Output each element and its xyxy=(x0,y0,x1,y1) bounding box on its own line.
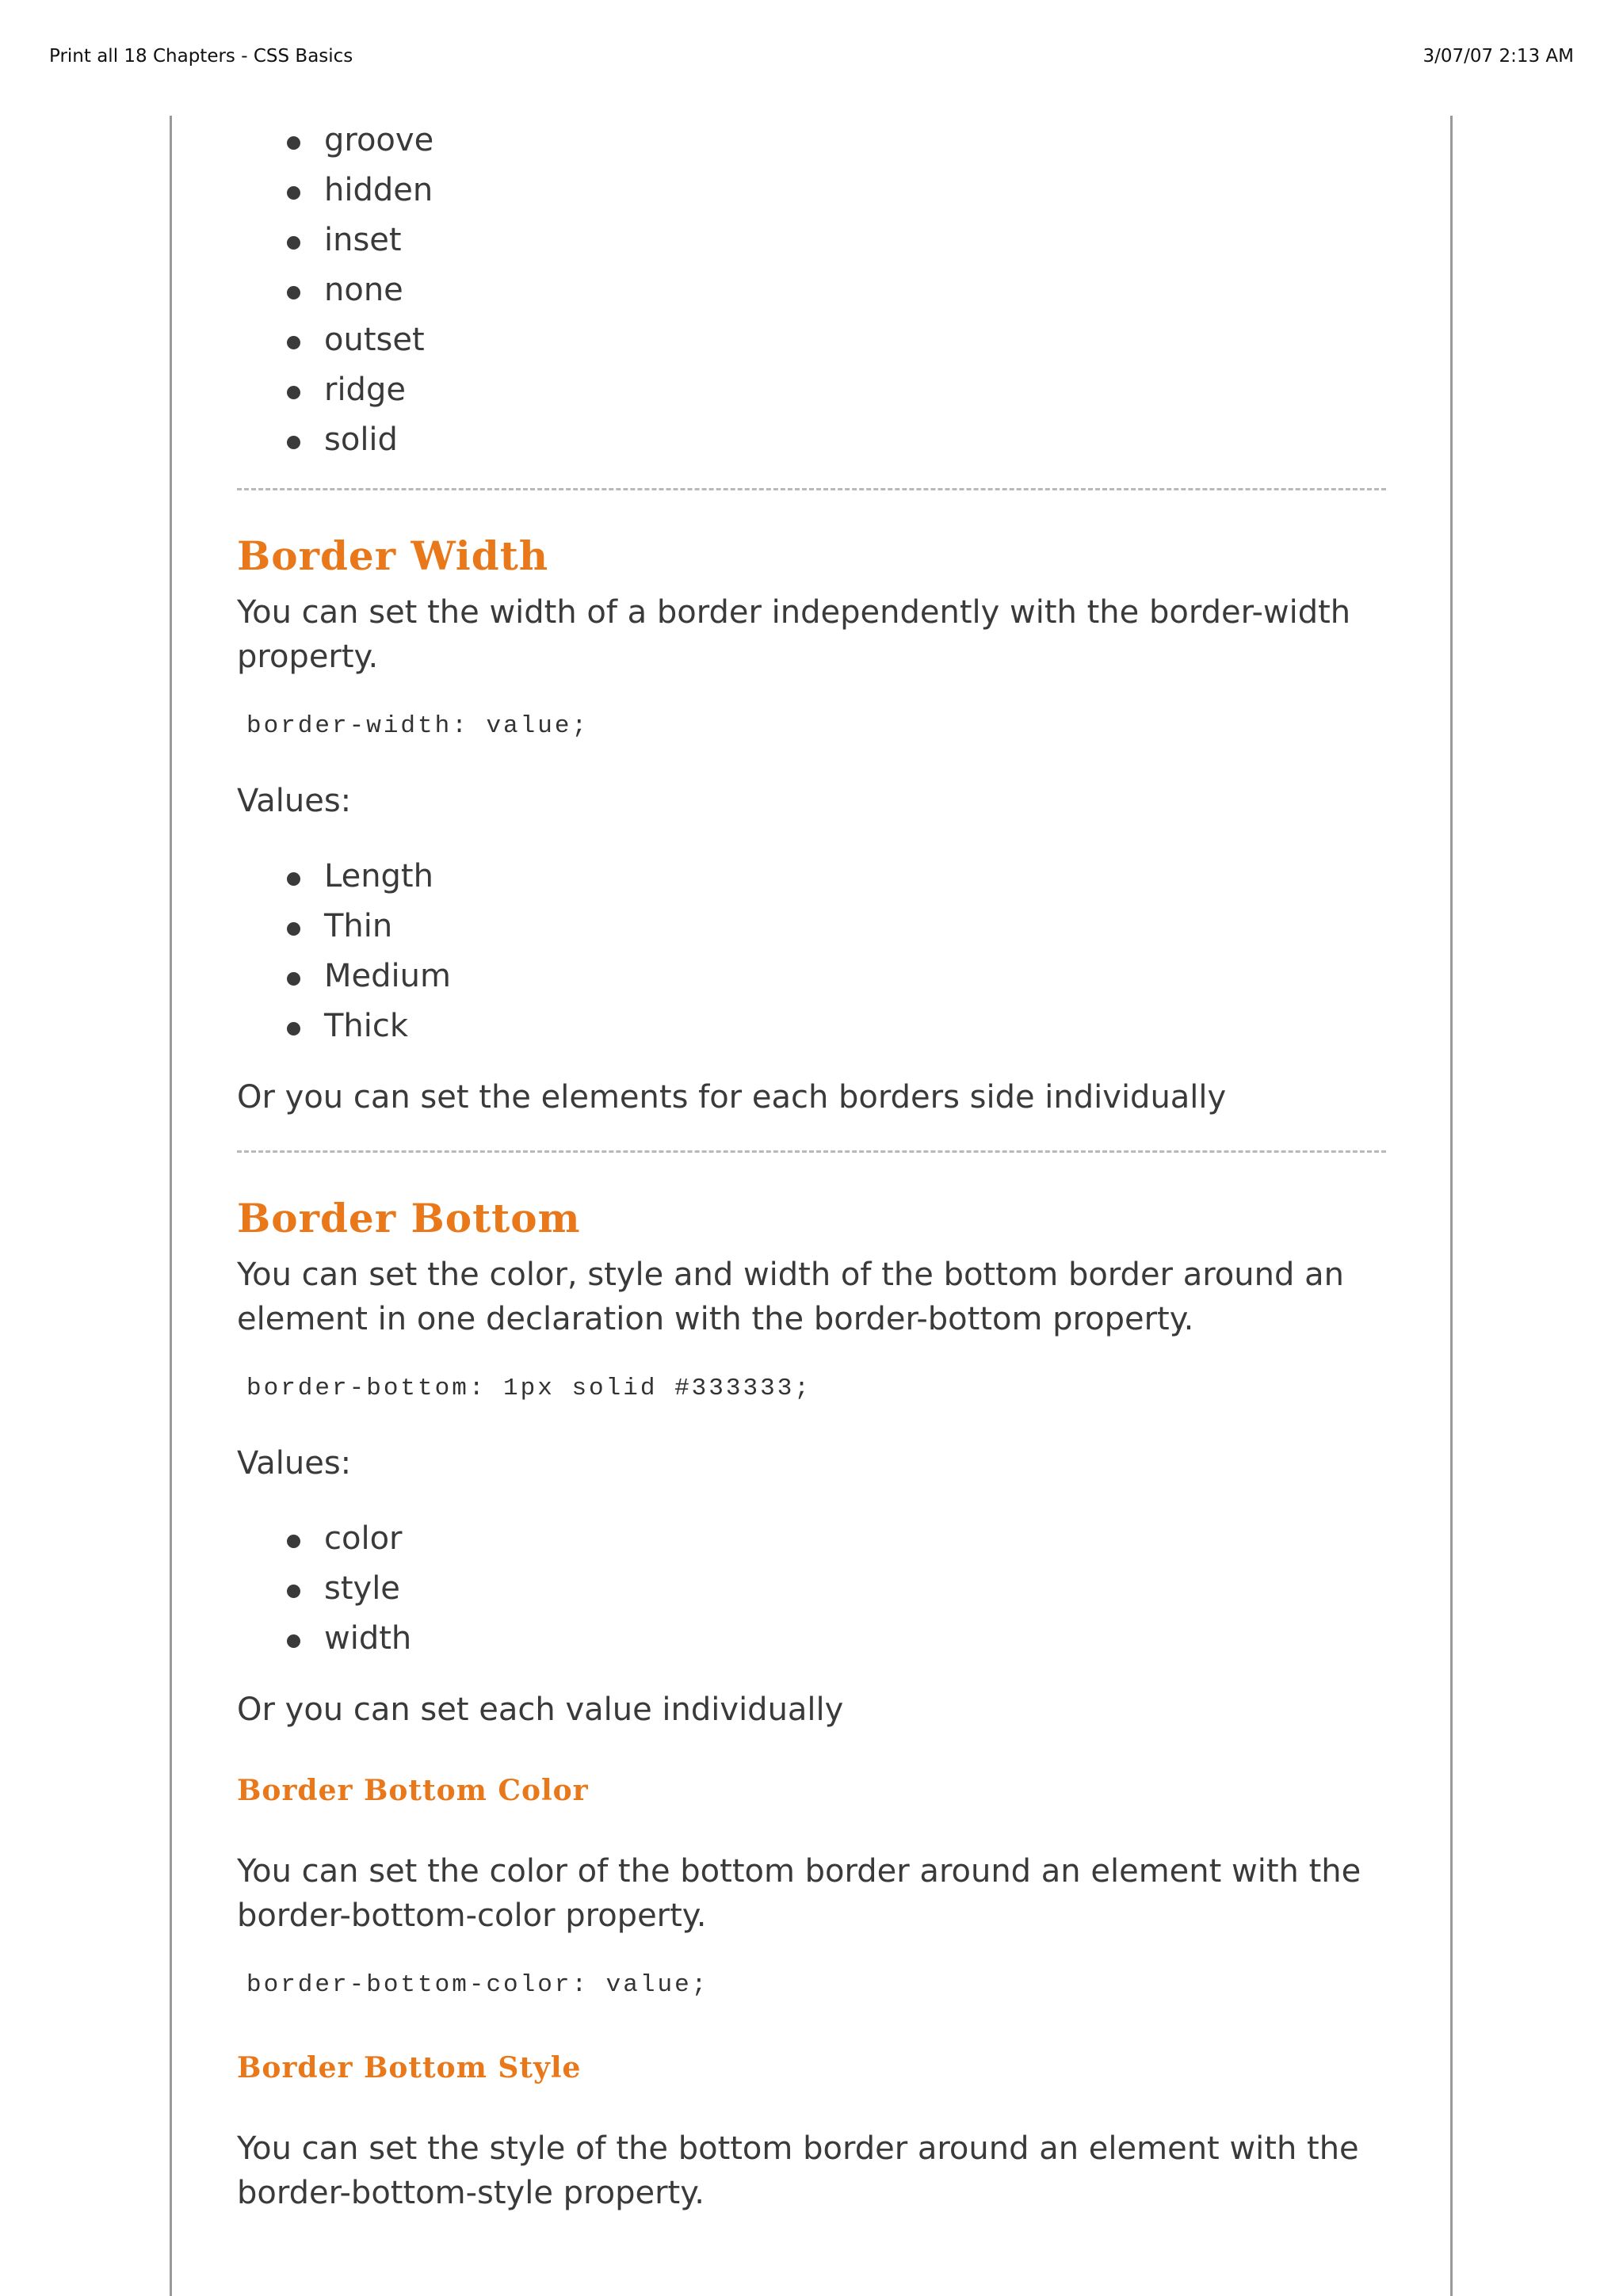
print-header xyxy=(49,46,1574,70)
list-item: width xyxy=(324,1614,1386,1664)
list-item: none xyxy=(324,265,1386,315)
border-bottom-style-intro: You can set the style of the bottom border around an element with the border-bottom-style property. xyxy=(237,2130,1359,2211)
list-item: style xyxy=(324,1564,1386,1614)
subsection-title-border-bottom-color: Border Bottom Color xyxy=(237,1774,589,1807)
list-item: Thick xyxy=(324,1001,1386,1051)
style-values-list xyxy=(237,116,1386,465)
border-bottom-intro: You can set the color, style and width of the bottom border around an element in one declaration with the border-bottom property. xyxy=(237,1257,1344,1337)
list-item: hidden xyxy=(324,166,1386,215)
section-divider xyxy=(237,1150,1386,1153)
border-width-outro: Or you can set the elements for each borders side individually xyxy=(237,1079,1227,1116)
inline-code-border-width: border-width xyxy=(1148,594,1351,631)
section-title-border-bottom: Border Bottom xyxy=(237,1195,581,1241)
list-item: Length xyxy=(324,852,1386,902)
list-item: color xyxy=(324,1514,1386,1564)
list-item: ridge xyxy=(324,365,1386,415)
border-bottom-color-intro: You can set the color of the bottom border around an element with the border-bottom-color property. xyxy=(237,1853,1361,1934)
border-width-intro: You can set the width of a border independently with the border-width property. xyxy=(237,594,1351,675)
border-width-values-list xyxy=(237,852,1386,1051)
list-item: groove xyxy=(324,116,1386,166)
section-divider xyxy=(237,488,1386,490)
list-item: outset xyxy=(324,315,1386,365)
list-item: inset xyxy=(324,215,1386,265)
list-item: solid xyxy=(324,415,1386,465)
code-border-width: border-width: value; xyxy=(246,712,590,740)
code-border-bottom: border-bottom: 1px solid #333333; xyxy=(246,1375,812,1402)
inline-code-border-bottom-color: border-bottom-color xyxy=(237,1897,556,1934)
section-title-border-width: Border Width xyxy=(237,532,549,579)
article-content xyxy=(237,116,1386,2215)
inline-code-border-bottom: border-bottom xyxy=(813,1301,1043,1337)
border-bottom-values-label: Values: xyxy=(237,1445,352,1482)
code-border-bottom-color: border-bottom-color: value; xyxy=(246,1971,709,1999)
border-width-values-label: Values: xyxy=(237,783,352,819)
print-header-datetime: 3/07/07 2:13 AM xyxy=(1423,46,1574,67)
print-header-title: Print all 18 Chapters - CSS Basics xyxy=(49,46,353,67)
border-bottom-outro: Or you can set each value individually xyxy=(237,1691,844,1728)
list-item: Thin xyxy=(324,902,1386,952)
subsection-title-border-bottom-style: Border Bottom Style xyxy=(237,2051,582,2084)
page-left-rule xyxy=(170,116,172,2296)
page-right-rule xyxy=(1450,116,1453,2296)
list-item: Medium xyxy=(324,952,1386,1001)
border-bottom-values-list xyxy=(237,1514,1386,1664)
